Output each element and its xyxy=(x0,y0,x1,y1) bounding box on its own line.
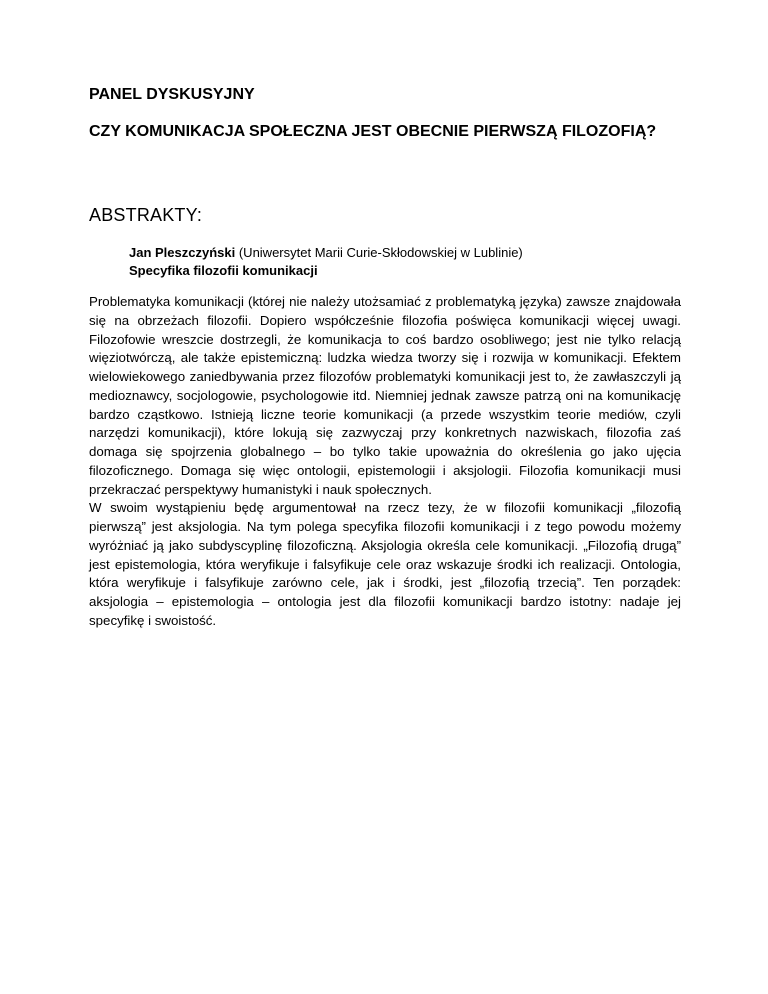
panel-label: PANEL DYSKUSYJNY xyxy=(89,86,255,103)
author-name: Jan Pleszczyński xyxy=(129,245,236,260)
abstract-paragraph-2: W swoim wystąpieniu będę argumentował na rzecz tezy, że w filozofii komunikacji „filozofią pierwszą” jest aksjologia. Na tym polega specyfika filozofii komunikacji i z tego powodu możemy wyróżniać ją jako subdyscyplinę filozoficzną. Aksjologia określa cele komunikacji. „Filozofią drugą” jest epistemologia, która weryfikuje i falsyfikuje cele oraz wskazuje środki ich realizacji. Ontologia, która weryfikuje i falsyfikuje zarówno cele, jak i środki, jest „filozofią trzecią”. Ten porządek: aksjologia – epistemologia – ontologia jest dla filozofii komunikacji bardzo istotny: nadaje jej specyfikę i swoistość. xyxy=(89,500,681,628)
abstract-body xyxy=(89,293,681,631)
main-title: CZY KOMUNIKACJA SPOŁECZNA JEST OBECNIE PIERWSZĄ FILOZOFIĄ? xyxy=(89,123,657,140)
abstract-header xyxy=(129,244,689,280)
author-line xyxy=(129,244,689,262)
abstract-paragraph-1: Problematyka komunikacji (której nie należy utożsamiać z problematyką języka) zawsze znajdowała się na obrzeżach filozofii. Dopiero współcześnie filozofia poświęca komunikacji więcej uwagi. Filozofowie wreszcie dostrzegli, że komunikacja to coś bardzo osobliwego; jest nie tylko relacją więziotwórczą, ale także epistemiczną: ludzka wiedza tworzy się i rozwija w komunikacji. Efektem wielowiekowego zaniedbywania przez filozofów problematyki komunikacji jest to, że zawłaszczyli ją medioznawcy, socjologowie, psychologowie itd. Niemniej jednak zawsze patrzą oni na komunikację bardzo cząstkowo. Istnieją liczne teorie komunikacji (a przede wszystkim teorie mediów, czyli narzędzi komunikacji), które lokują się zazwyczaj przy konkretnych nazwiskach, filozofia zaś domaga się spojrzenia globalnego – bo tylko takie upoważnia do określenia go jako ujęcia filozoficznego. Domaga się więc ontologii, epistemologii i aksjologii. Filozofia komunikacji musi przekraczać perspektywy humanistyki i nauk społecznych. xyxy=(89,294,681,497)
abstracts-heading: ABSTRAKTY: xyxy=(89,205,203,225)
author-affiliation: (Uniwersytet Marii Curie-Skłodowskiej w Lublinie) xyxy=(235,245,523,260)
talk-title: Specyfika filozofii komunikacji xyxy=(129,263,318,278)
